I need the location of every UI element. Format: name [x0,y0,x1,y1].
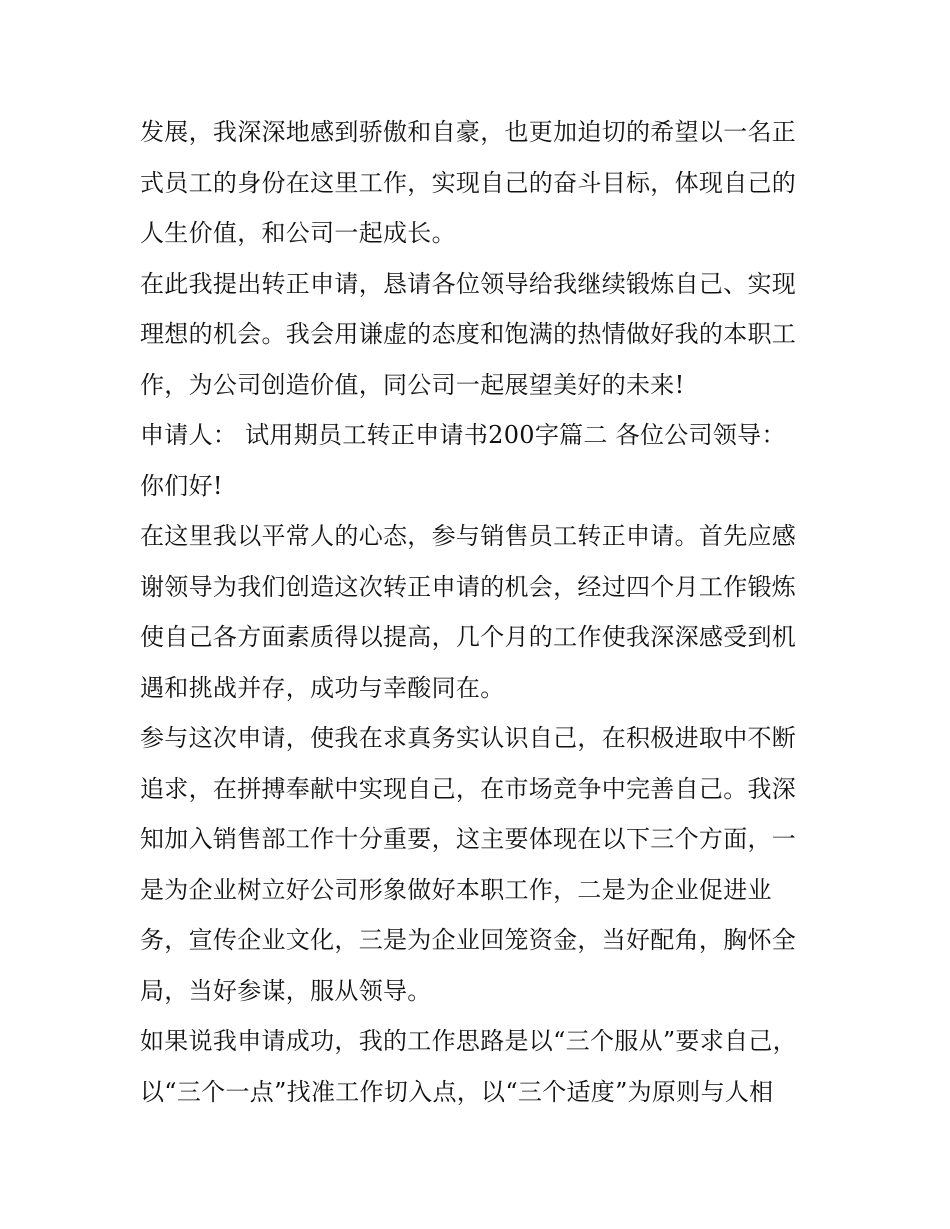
text-line: 在这里我以平常人的心态，参与销售员工转正申请。首先应感 [140,522,797,550]
text-line: 你们好! [140,471,223,500]
text-line: 在此我提出转正申请，恳请各位领导给我继续锻炼自己、实现 [140,269,797,298]
text-line: 发展，我深深地感到骄傲和自豪，也更加迫切的希望以一名正 [140,118,797,146]
text-line: 理想的机会。我会用谦虚的态度和饱满的热情做好我的本职工 [140,320,797,348]
text-line: 谢领导为我们创造这次转正申请的机会，经过四个月工作锻炼 [140,572,797,601]
text-line: 申请人： 试用期员工转正申请书200字篇二 各位公司领导： [140,421,786,449]
document-body [140,107,820,1117]
text-line: 式员工的身份在这里工作，实现自己的奋斗目标，体现自己的 [140,168,797,197]
text-line: 是为企业树立好公司形象做好本职工作，二是为企业促进业 [140,875,772,904]
text-line: 以“三个一点”找准工作切入点，以“三个适度”为原则与人相 [140,1077,774,1106]
text-line: 使自己各方面素质得以提高，几个月的工作使我深深感受到机 [140,623,797,651]
text-line: 作，为公司创造价值，同公司一起展望美好的未来! [140,370,685,399]
text-line: 参与这次申请，使我在求真务实认识自己，在积极进取中不断 [140,724,797,752]
text-line: 追求，在拼搏奉献中实现自己，在市场竞争中完善自己。我深 [140,774,797,803]
text-line: 局，当好参谋，服从领导。 [140,976,432,1005]
text-line: 如果说我申请成功，我的工作思路是以“三个服从”要求自己， [140,1027,797,1055]
text-line: 人生价值，和公司一起成长。 [140,219,456,247]
text-line: 遇和挑战并存，成功与幸酸同在。 [140,673,505,702]
text-line: 务，宣传企业文化，三是为企业回笼资金，当好配角，胸怀全 [140,926,797,954]
text-line: 知加入销售部工作十分重要，这主要体现在以下三个方面，一 [140,825,797,853]
